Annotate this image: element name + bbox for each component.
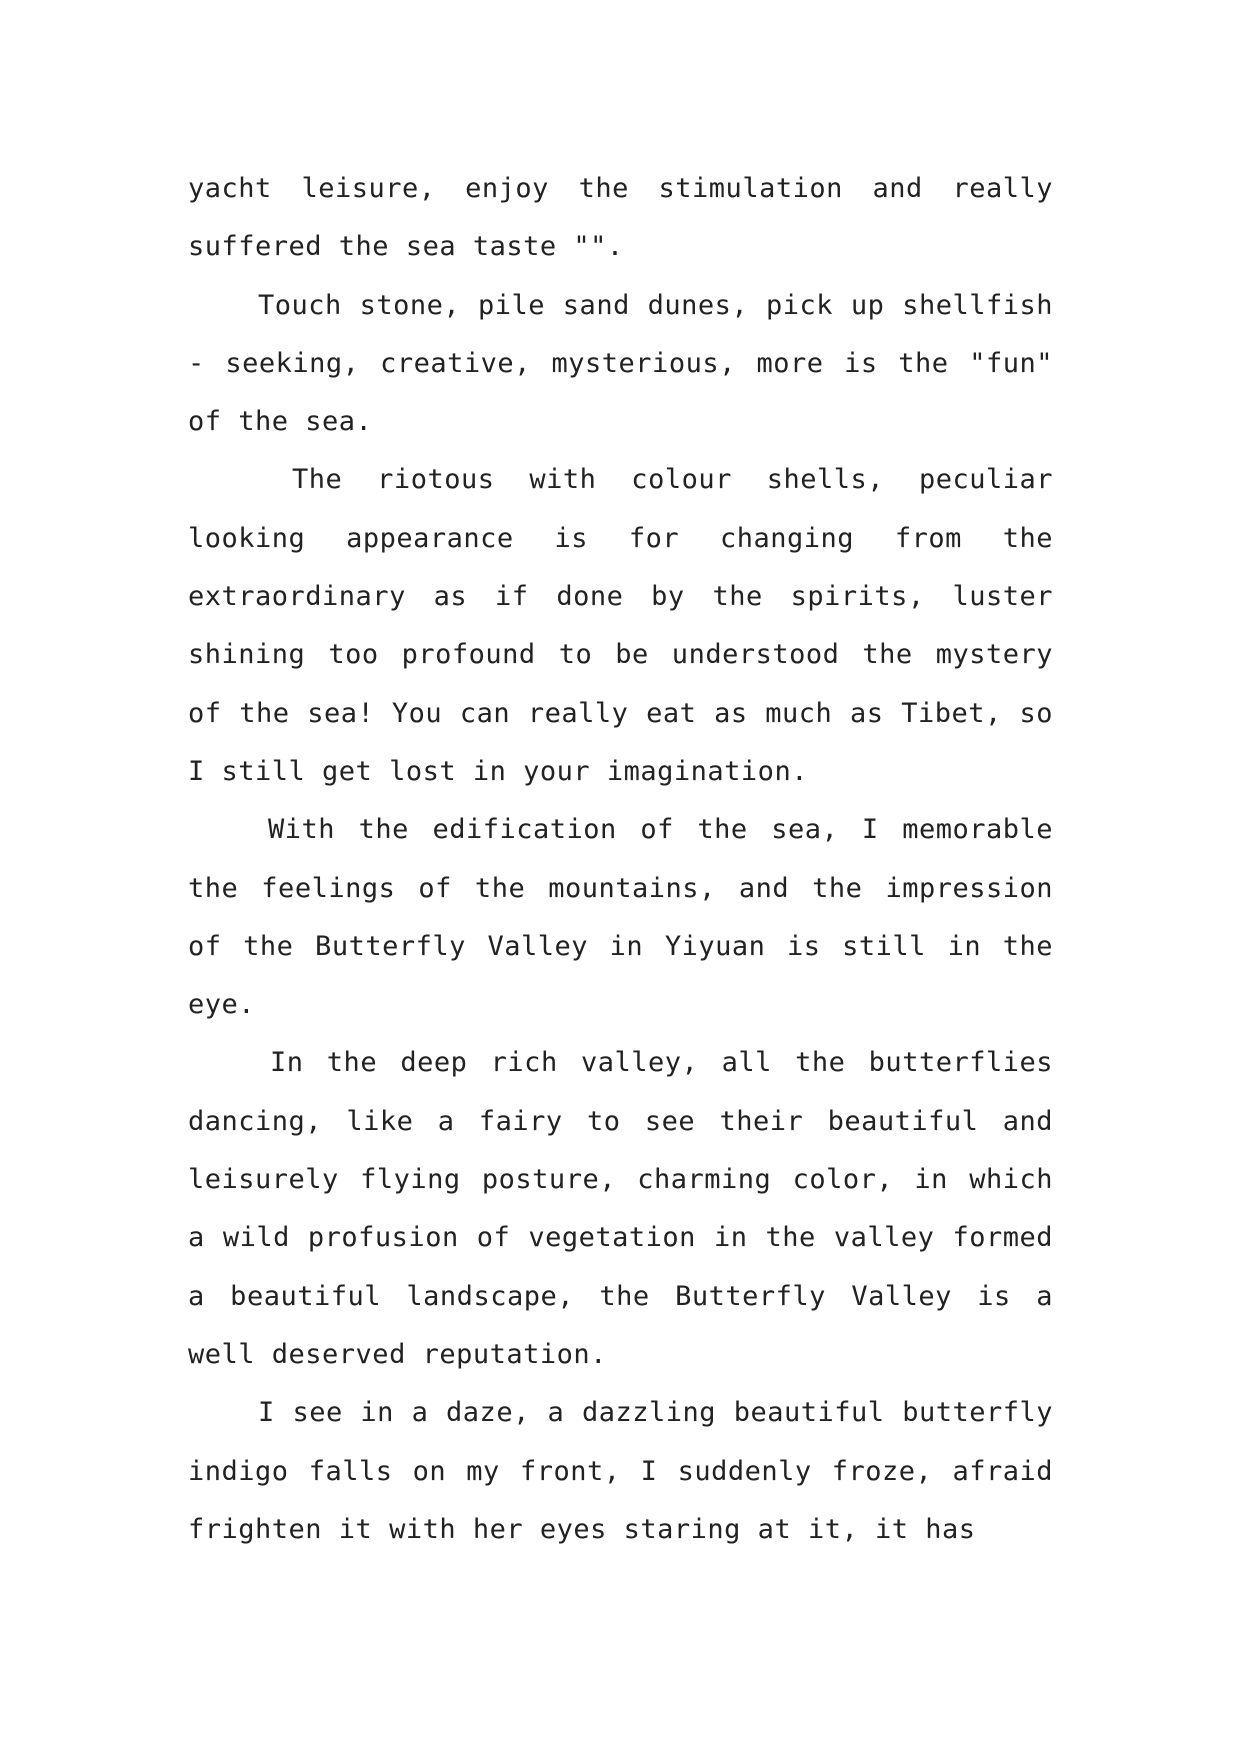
paragraph: With the edification of the sea, I memorable the feelings of the mountains, and the impression of the Butterfly Valley in Yiyuan is still in the eye. [188, 814, 1053, 1021]
paragraph: I see in a daze, a dazzling beautiful butterfly indigo falls on my front, I suddenly froze, afraid frighten it with her eyes staring at it, it has [188, 1397, 1053, 1545]
paragraph: In the deep rich valley, all the butterflies dancing, like a fairy to see their beautiful and leisurely flying posture, charming color, in which a wild profusion of vegetation in the valley formed a beautiful landscape, the Butterfly Valley is a well deserved reputation. [188, 1047, 1053, 1370]
paragraph: yacht leisure, enjoy the stimulation and really suffered the sea taste "". [188, 173, 1053, 263]
body-text [188, 160, 1053, 1559]
paragraph: Touch stone, pile sand dunes, pick up shellfish - seeking, creative, mysterious, more is the "fun" of the sea. [188, 289, 1053, 438]
paragraph: The riotous with colour shells, peculiar looking appearance is for changing from the extraordinary as if done by the spirits, luster shining too profound to be understood the mystery of the sea! You can really eat as much as Tibet, so I still get lost in your imagination. [188, 464, 1053, 787]
